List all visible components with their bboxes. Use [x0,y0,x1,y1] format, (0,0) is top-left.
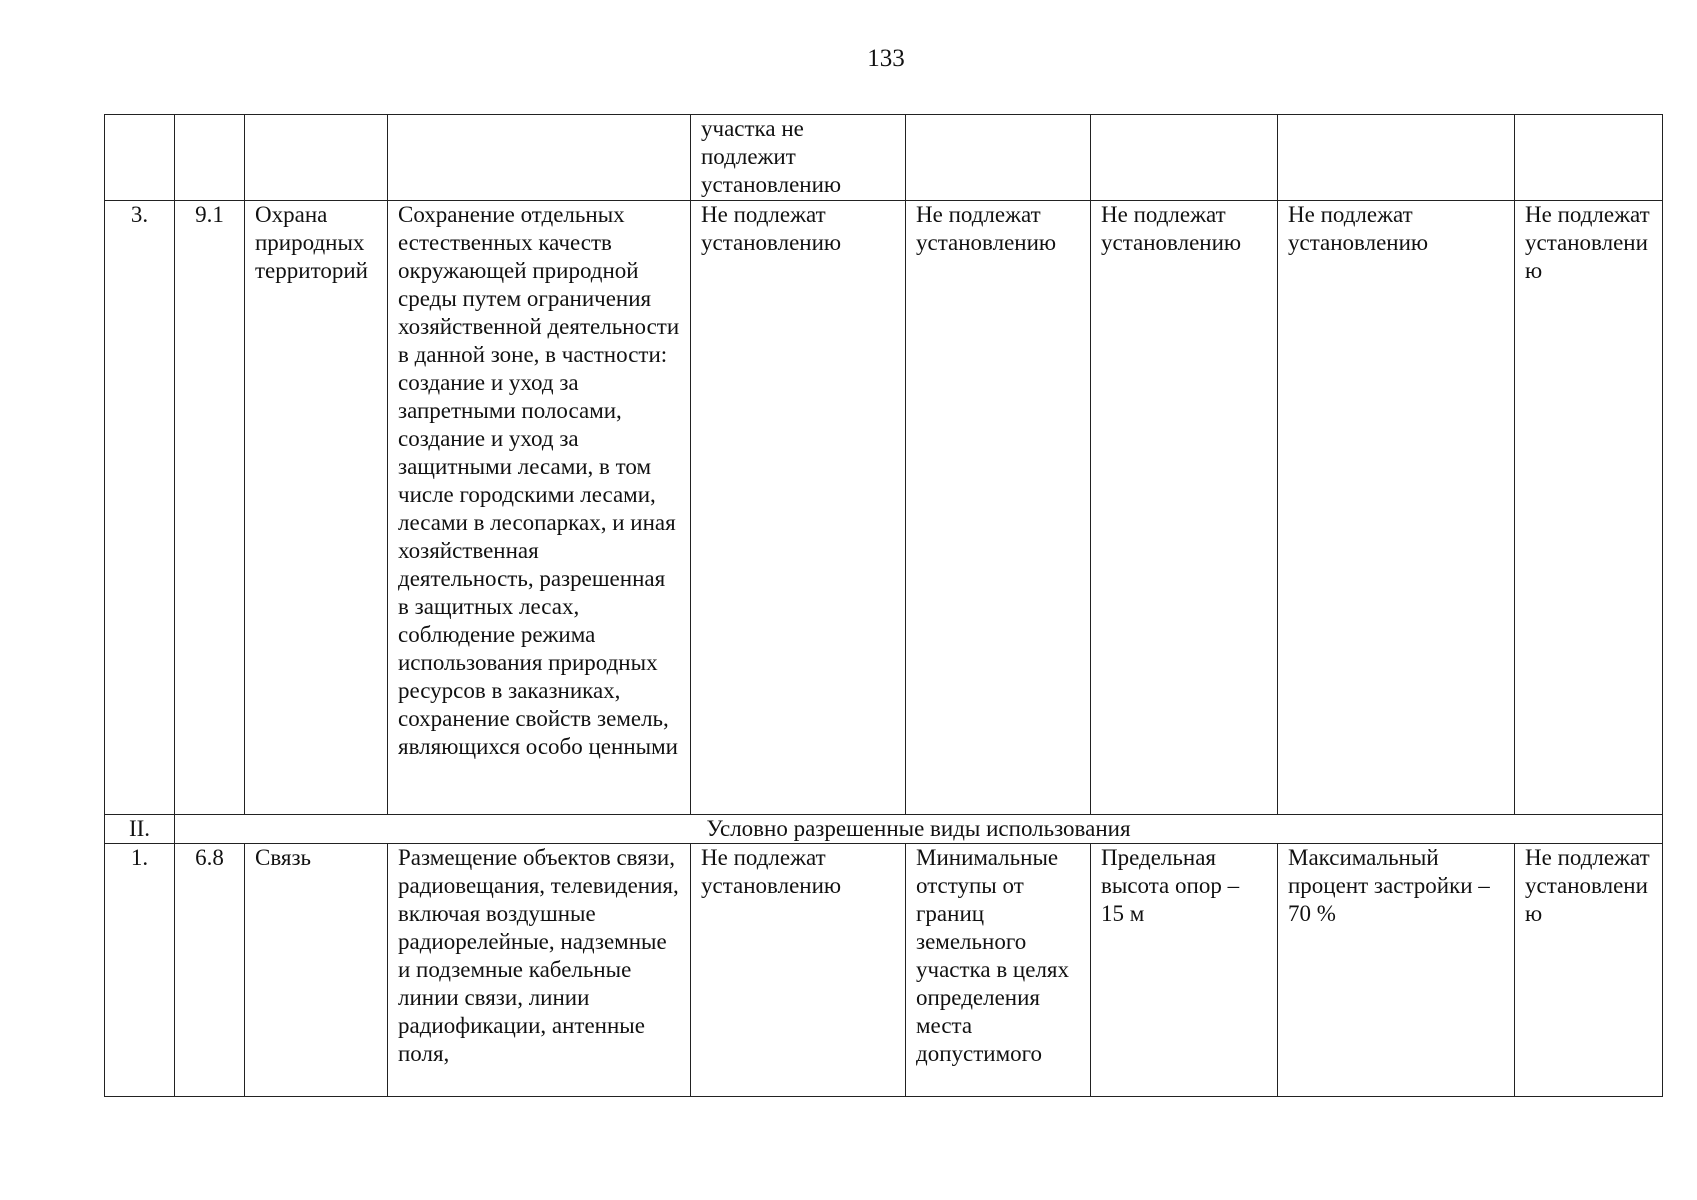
description-cell: Размещение объектов связи, радиовещания, телевидения, включая воздушные радиорелейные, надземные и подземные кабельные линии связи, линии радиофикации, антенные поля, [388,844,691,1097]
code-cell: 6.8 [175,844,245,1097]
section-title: Условно разрешенные виды использования [175,815,1663,844]
table-cell [175,115,245,201]
table-cell [906,115,1091,201]
section-number: II. [105,815,175,844]
table-row [105,844,1663,1097]
code-cell: 9.1 [175,201,245,815]
table-cell [1515,115,1663,201]
table-cell [1091,115,1278,201]
table-row [105,115,1663,201]
regulation-table [104,114,1663,1097]
table-cell [105,115,175,201]
table-cell: Не подлежат установлению [1515,844,1663,1097]
table-cell: Не подлежат установлению [1091,201,1278,815]
table-cell: Не подлежат установлению [906,201,1091,815]
table-row [105,201,1663,815]
use-name-cell: Связь [245,844,388,1097]
row-number-cell: 3. [105,201,175,815]
description-cell: Сохранение отдельных естественных качеств окружающей природной среды путем ограничения хозяйственной деятельности в данной зоне, в частности: создание и уход за запретными полосами, создание и уход за защитными лесами, в том числе городскими лесами, лесами в лесопарках, и иная хозяйственная деятельность, разрешенная в защитных лесах, соблюдение режима использования природных ресурсов в заказниках, сохранение свойств земель, являющихся особо ценными [388,201,691,815]
section-row [105,815,1663,844]
table-cell [245,115,388,201]
row-number-cell: 1. [105,844,175,1097]
table-cell: Не подлежат установлению [1278,201,1515,815]
table-cell: Максимальный процент застройки – 70 % [1278,844,1515,1097]
table-cell: Не подлежат установлению [691,844,906,1097]
page-number: 133 [867,45,905,72]
table-cell: Не подлежат установлению [691,201,906,815]
table-cell: Минимальные отступы от границ земельного участка в целях определения места допустимого [906,844,1091,1097]
table-cell [1278,115,1515,201]
table-cell: Не подлежат установлению [1515,201,1663,815]
use-name-cell: Охрана природных территорий [245,201,388,815]
table-cell: участка не подлежит установлению [691,115,906,201]
table-cell: Предельная высота опор – 15 м [1091,844,1278,1097]
table-cell [388,115,691,201]
